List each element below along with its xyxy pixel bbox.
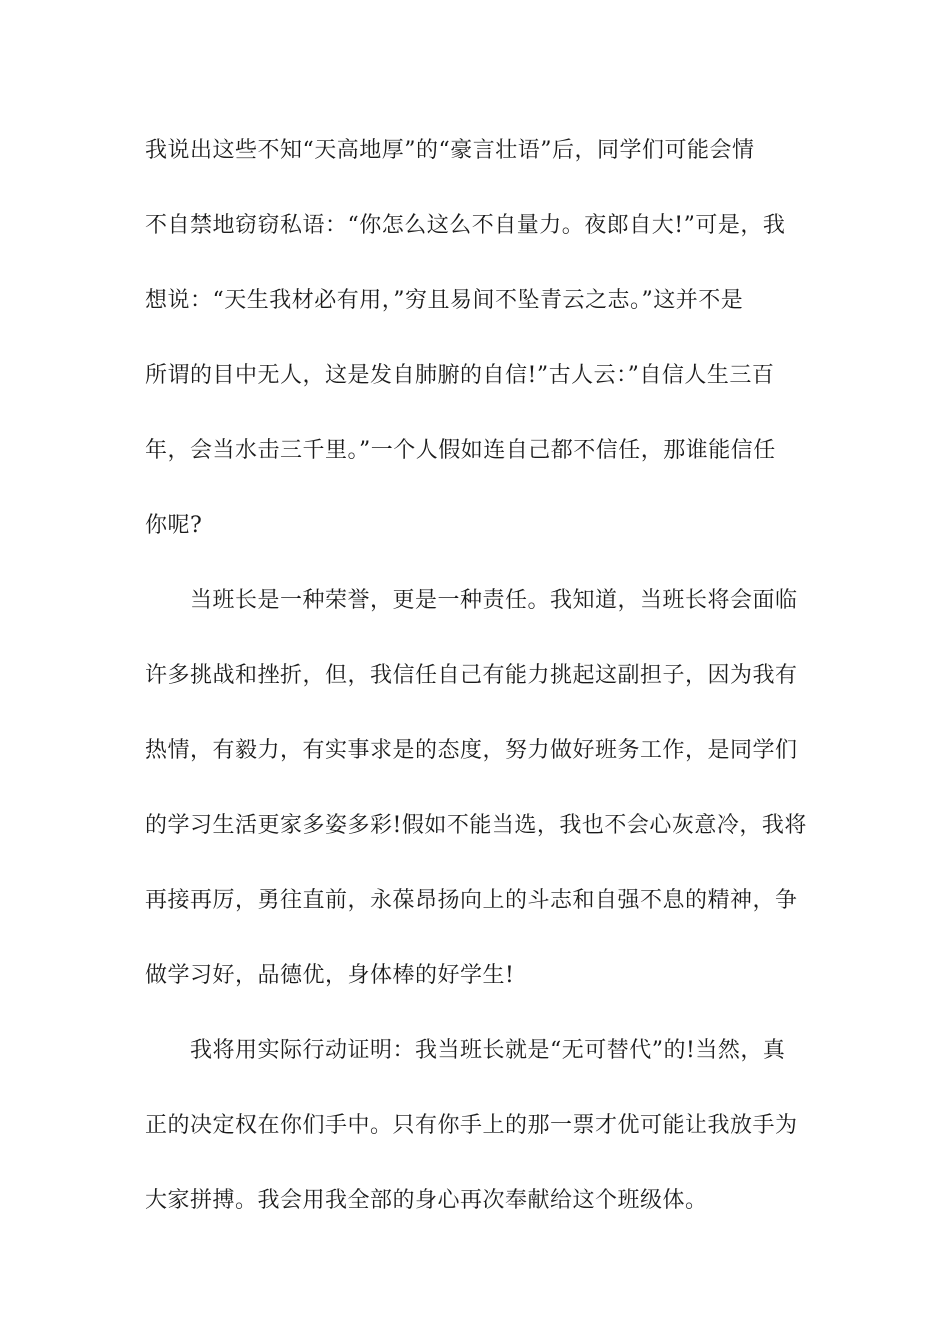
paragraph-1-line-2: 不自禁地窃窃私语：“你怎么这么不自量力。夜郎自大!”可是，我 (145, 213, 786, 238)
paragraph-2-line-6: 做学习好，品德优，身体棒的好学生! (145, 963, 515, 988)
paragraph-2-line-2: 许多挑战和挫折，但，我信任自己有能力挑起这副担子，因为我有 (145, 663, 798, 688)
paragraph-1-line-6: 你呢? (145, 513, 203, 538)
paragraph-3-line-1: 我将用实际行动证明：我当班长就是“无可替代”的!当然，真 (190, 1038, 786, 1063)
paragraph-3-line-2: 正的决定权在你们手中。只有你手上的那一票才优可能让我放手为 (145, 1113, 798, 1138)
paragraph-1-line-4: 所谓的目中无人，这是发自肺腑的自信!”古人云：”自信人生三百 (145, 363, 775, 388)
paragraph-2-line-4: 的学习生活更家多姿多彩!假如不能当选，我也不会心灰意冷，我将 (145, 813, 807, 838)
paragraph-1-line-1: 我说出这些不知“天高地厚”的“豪言壮语”后，同学们可能会情 (145, 138, 755, 163)
paragraph-2-line-5: 再接再厉，勇往直前，永葆昂扬向上的斗志和自强不息的精神，争 (145, 888, 798, 913)
paragraph-1-line-3: 想说：“天生我材必有用，”穷且易间不坠青云之志。”这并不是 (145, 288, 744, 313)
paragraph-3-line-3: 大家拼搏。我会用我全部的身心再次奉献给这个班级体。 (145, 1188, 708, 1213)
paragraph-2-line-3: 热情，有毅力，有实事求是的态度，努力做好班务工作，是同学们 (145, 738, 798, 763)
paragraph-2-line-1: 当班长是一种荣誉，更是一种责任。我知道，当班长将会面临 (190, 588, 798, 613)
paragraph-1-line-5: 年，会当水击三千里。”一个人假如连自己都不信任，那谁能信任 (145, 438, 776, 463)
